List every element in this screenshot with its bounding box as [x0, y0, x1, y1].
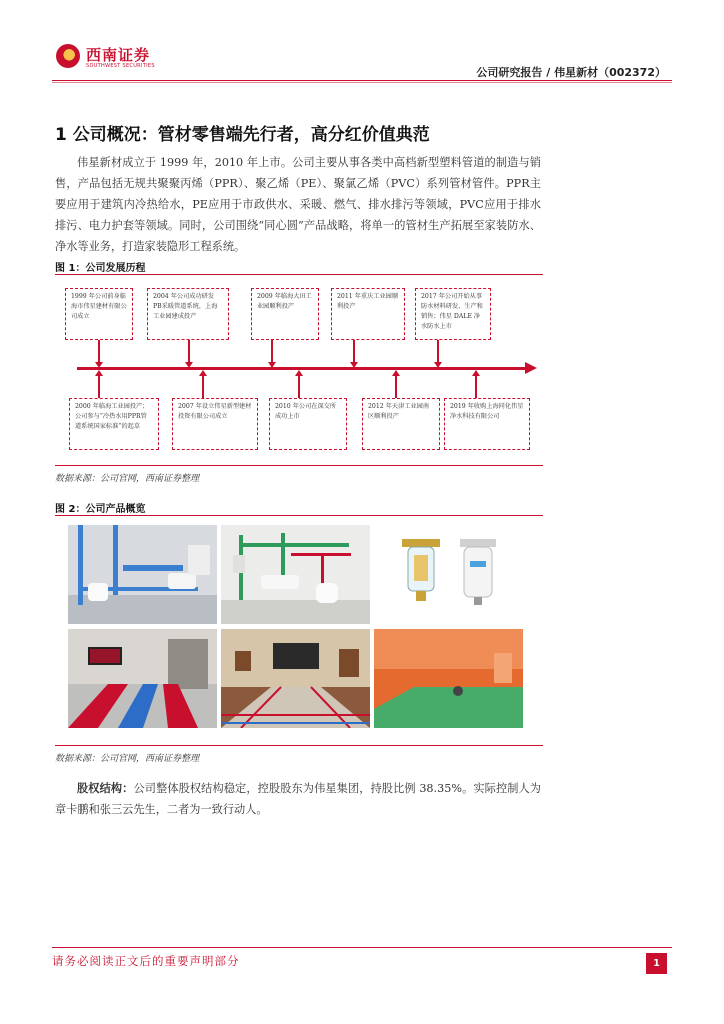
timeline-connector — [395, 372, 397, 398]
figure1-bottom-rule — [55, 465, 543, 466]
figure2-top-rule — [55, 515, 543, 516]
timeline-connector — [202, 372, 204, 398]
figure1-source: 数据来源：公司官网，西南证券整理 — [55, 474, 200, 484]
product-photo-tv-room-heating — [221, 629, 370, 728]
timeline-connector — [353, 340, 355, 366]
product-photo-grid — [68, 525, 530, 728]
header-divider-secondary — [52, 82, 672, 83]
footer-divider — [52, 947, 672, 948]
footer-disclaimer-notice: 请务必阅读正文后的重要声明部分 — [52, 954, 240, 968]
timeline-event-2004: 2004 年公司成功研发 PB采暖管道系统，上海工业园建成投产 — [147, 288, 229, 340]
product-photo-bathroom-pipes — [68, 525, 217, 624]
timeline-connector — [98, 372, 100, 398]
figure2-source: 数据来源：公司官网，西南证券整理 — [55, 754, 200, 764]
development-timeline — [55, 280, 543, 462]
section-title: 1 公司概况：管材零售端先行者，高分红价值典范 — [55, 125, 430, 145]
equity-paragraph — [55, 778, 541, 820]
timeline-event-2019: 2019 年收购上海同化伟星净水科技有限公司 — [444, 398, 530, 450]
report-title: 公司研究报告 / 伟星新材（002372） — [476, 66, 666, 79]
equity-text: 公司整体股权结构稳定，控股股东为伟星集团，持股比例 38.35%。实际控制人为章卡鹏和张三云先生，二者为一致行动人。 — [55, 782, 541, 816]
header-divider — [52, 80, 672, 81]
figure1-top-rule — [55, 274, 543, 275]
timeline-event-2011: 2011 年重庆工业园顺利投产 — [331, 288, 405, 340]
timeline-event-2007: 2007 年设立伟星新型建材投资有限公司成立 — [172, 398, 258, 450]
timeline-event-2010: 2010 年公司在深交所成功上市 — [269, 398, 347, 450]
timeline-event-2017: 2017 年公司开始从事防水材料研发、生产和销售；伟星 DALE 净水防水上市 — [415, 288, 491, 340]
figure2-caption: 图 2：公司产品概览 — [55, 504, 146, 515]
logo-chinese-name: 西南证券 — [86, 46, 151, 64]
timeline-connector — [298, 372, 300, 398]
product-photo-water-filters — [374, 525, 523, 624]
timeline-event-2009: 2009 年临海大田工业园顺利投产 — [251, 288, 319, 340]
timeline-arrow-icon — [525, 362, 537, 374]
intro-paragraph: 伟星新材成立于 1999 年，2010 年上市。公司主要从事各类中高档新型塑料管道的制造与销售，产品包括无规共聚聚丙烯（PPR）、聚乙烯（PE）、聚氯乙烯（PVC）系列管材管件。PPR主要应用于建筑内冷热给水，PE应用于市政供水、采暖、燃气、排水排污等领域，PVC应用于排水排污、电力护套等领域。同时，公司围绕“同心圆”产品战略，将单一的管材生产拓展至家装防水、净水等业务，打造家装隐形工程系统。 — [55, 156, 541, 253]
equity-lead: 股权结构： — [77, 781, 134, 795]
timeline-event-1999: 1999 年公司前身临海市伟星建材有限公司成立 — [65, 288, 133, 340]
timeline-connector — [188, 340, 190, 366]
timeline-connector — [437, 340, 439, 366]
page-number: 1 — [646, 953, 667, 974]
timeline-event-2000: 2000 年临海工业园投产；公司参与“冷热水用PPR管道系统国家标准”的起草 — [69, 398, 159, 450]
timeline-connector — [475, 372, 477, 398]
figure2-bottom-rule — [55, 745, 543, 746]
timeline-connector — [271, 340, 273, 366]
logo-english-name: SOUTHWEST SECURITIES — [86, 63, 155, 69]
company-logo-icon — [56, 44, 80, 68]
product-photo-bathroom-green-pipes — [221, 525, 370, 624]
product-photo-living-room-heating — [68, 629, 217, 728]
figure1-caption: 图 1：公司发展历程 — [55, 263, 146, 274]
timeline-event-2012: 2012 年天津工业园南区顺利投产 — [362, 398, 440, 450]
timeline-connector — [98, 340, 100, 366]
product-photo-waterproofing — [374, 629, 523, 728]
